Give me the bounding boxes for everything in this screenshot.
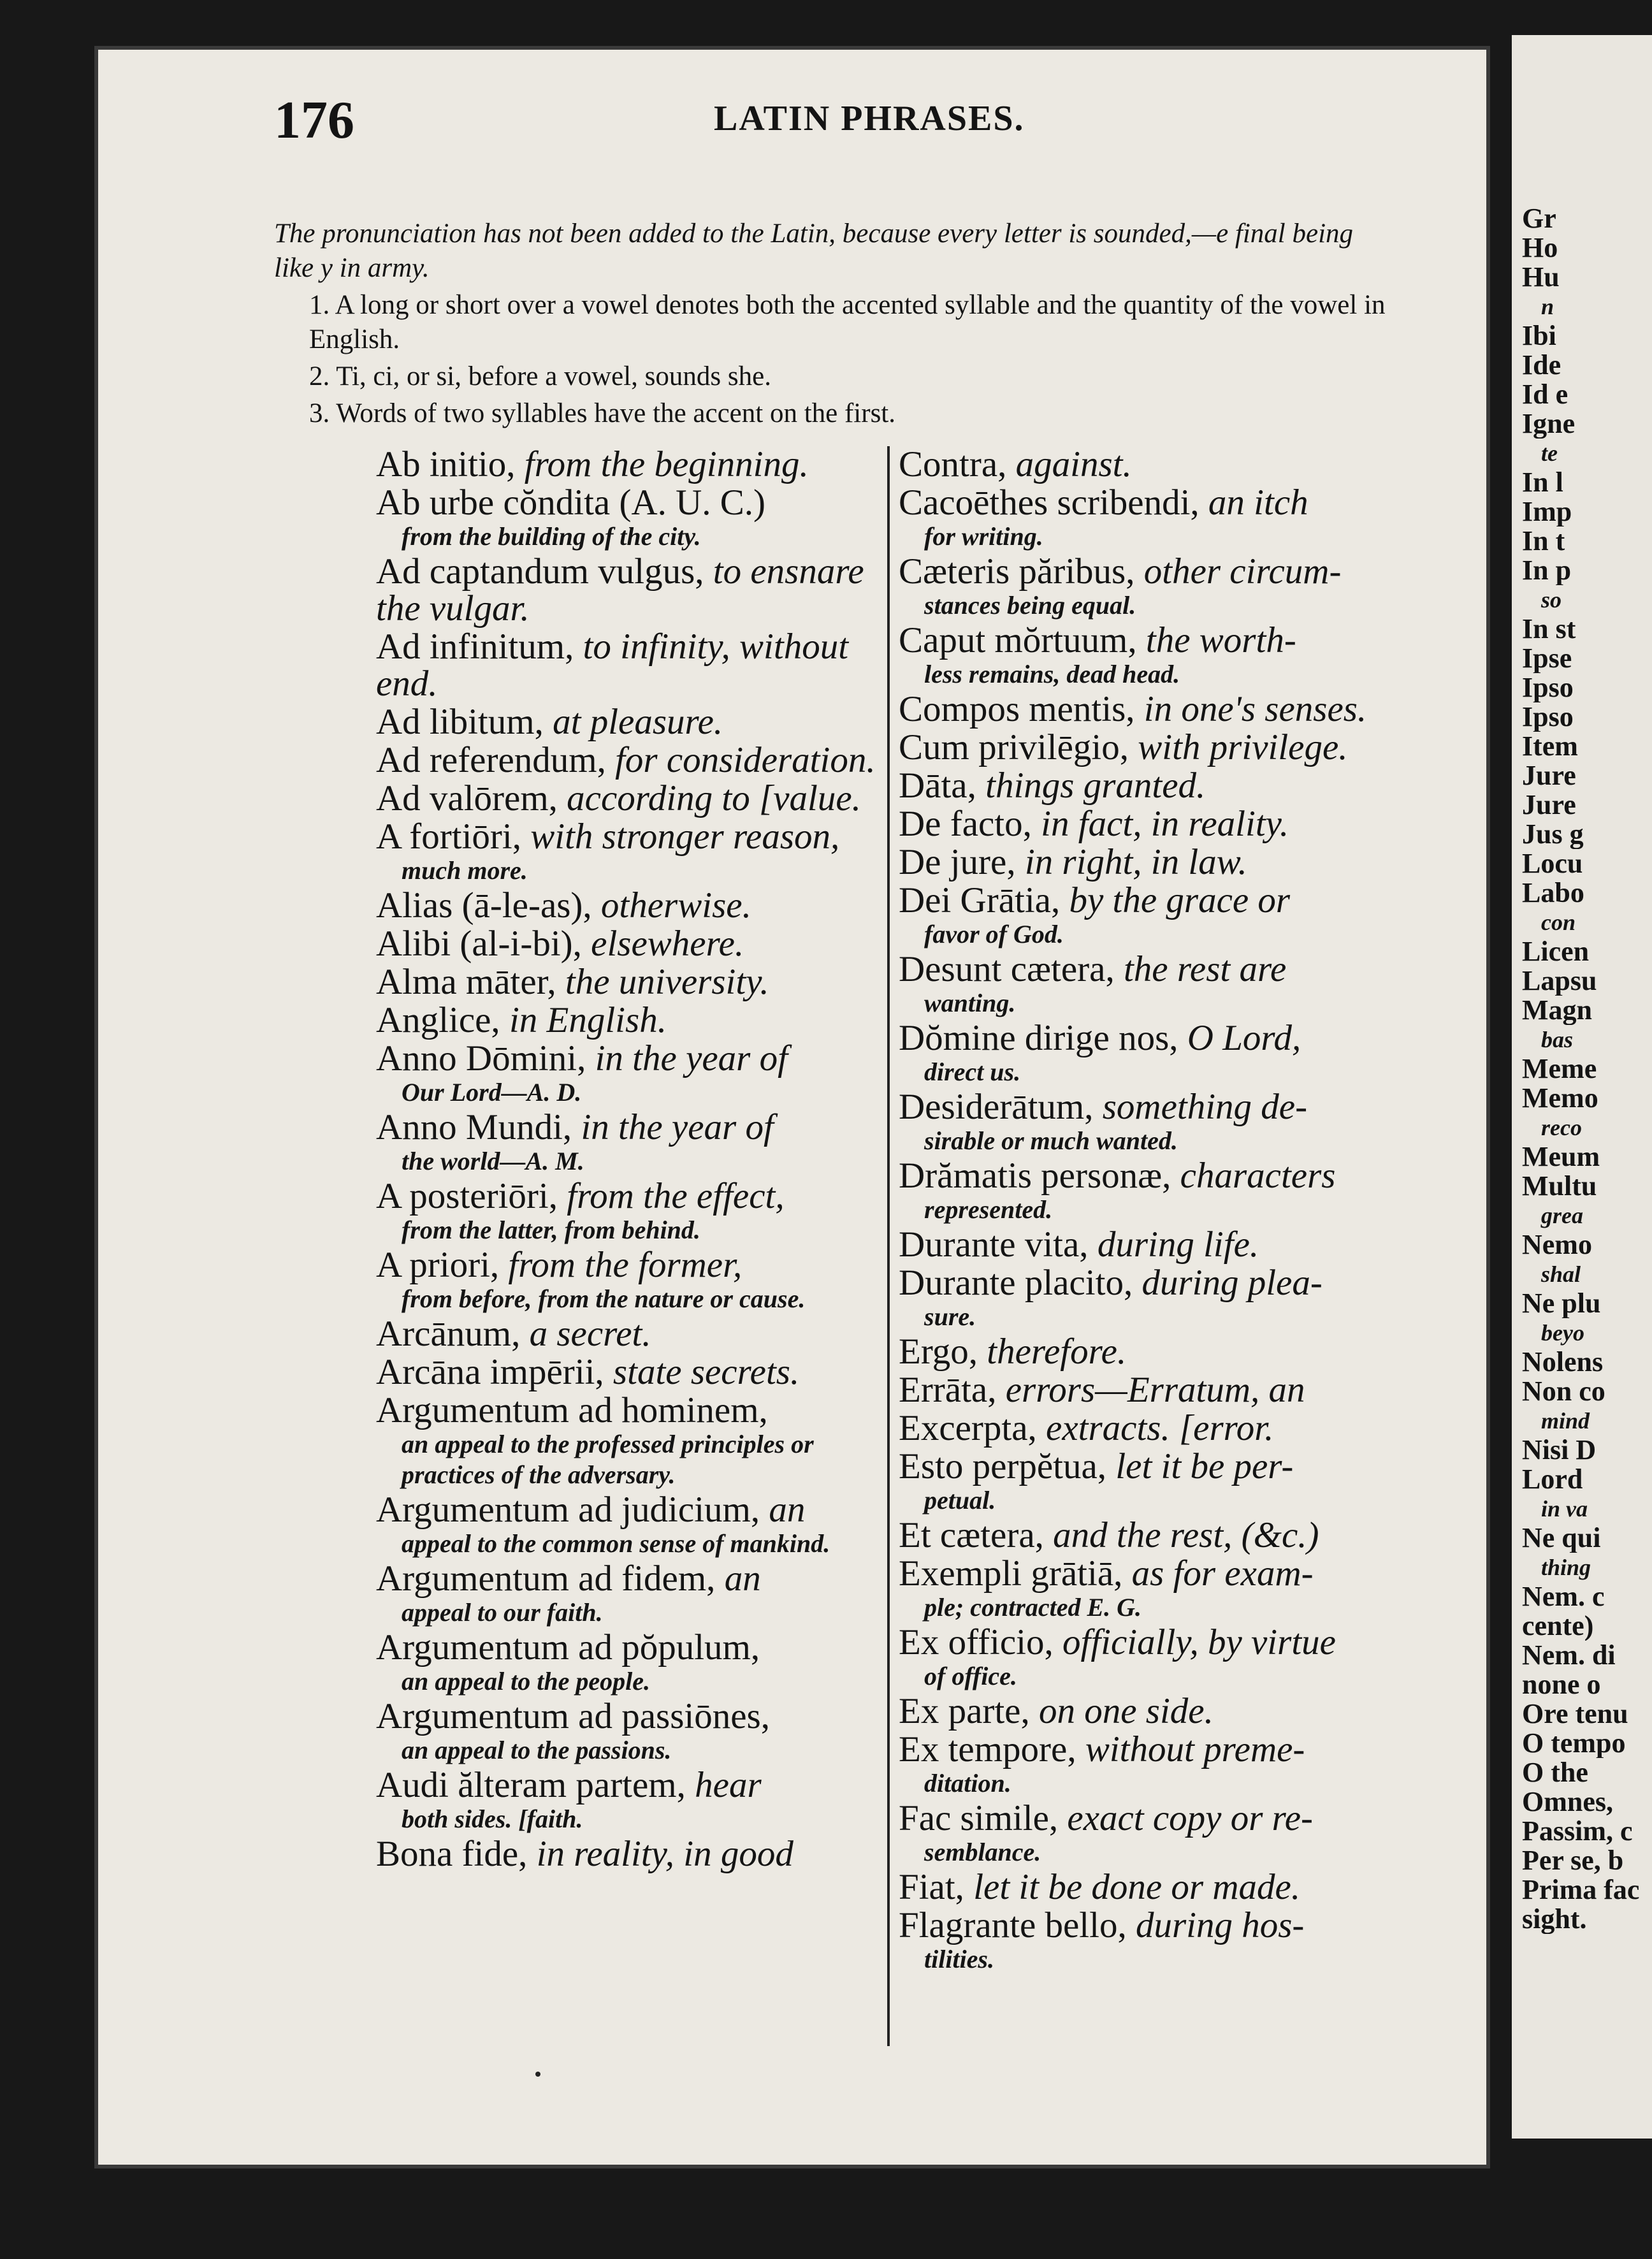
meaning-continuation: from before, from the nature or cause. bbox=[402, 1284, 806, 1313]
facing-page-fragment: Ne qui bbox=[1522, 1523, 1601, 1553]
meaning-continuation: appeal to the common sense of mankind. bbox=[402, 1529, 830, 1558]
latin-term: Argumentum ad passiōnes, bbox=[376, 1696, 770, 1736]
latin-term: Errāta, bbox=[899, 1370, 997, 1410]
latin-term: Esto perpĕtua, bbox=[899, 1446, 1107, 1486]
meaning-continuation: of office. bbox=[924, 1662, 1017, 1690]
facing-page-fragment: Imp bbox=[1522, 497, 1572, 527]
english-meaning: during hos- bbox=[1135, 1905, 1305, 1945]
rule-2: 2. Ti, ci, or si, before a vowel, sounds she. bbox=[309, 361, 771, 391]
facing-page-fragment: Hu bbox=[1522, 263, 1560, 292]
phrase-entry bbox=[899, 844, 1434, 881]
english-meaning: according to [value. bbox=[567, 778, 861, 818]
meaning-continuation: from the latter, from behind. bbox=[402, 1216, 700, 1244]
facing-page-fragment: sight. bbox=[1522, 1905, 1587, 1934]
phrase-entry bbox=[899, 1333, 1434, 1370]
latin-term: Desiderātum, bbox=[899, 1087, 1094, 1127]
facing-page-fragment: shal bbox=[1541, 1261, 1581, 1287]
english-meaning: the rest are bbox=[1123, 949, 1287, 989]
english-meaning: a secret. bbox=[529, 1314, 651, 1354]
english-meaning: officially, by virtue bbox=[1062, 1622, 1336, 1662]
facing-page-fragment: con bbox=[1541, 910, 1576, 935]
english-meaning: to ensnare the vulgar. bbox=[376, 551, 864, 628]
facing-page-fragment: Meum bbox=[1522, 1142, 1600, 1172]
phrase-entry bbox=[899, 1410, 1434, 1447]
facing-page-fragment: Nemo bbox=[1522, 1230, 1592, 1260]
phrase-entry bbox=[376, 1698, 905, 1766]
english-meaning: without preme- bbox=[1085, 1729, 1305, 1769]
english-meaning: by the grace or bbox=[1069, 880, 1291, 920]
latin-term: Ad valōrem, bbox=[376, 778, 558, 818]
facing-page-fragment: mind bbox=[1541, 1408, 1590, 1434]
facing-page-fragment: In st bbox=[1522, 614, 1576, 644]
facing-page-fragment: te bbox=[1541, 440, 1558, 466]
latin-term: De jure, bbox=[899, 842, 1016, 882]
latin-term: Ergo, bbox=[899, 1332, 978, 1372]
latin-term: Et cætera, bbox=[899, 1515, 1044, 1555]
latin-term: Alma māter, bbox=[376, 962, 556, 1002]
meaning-continuation: an appeal to the professed principles or practices of the adversary. bbox=[402, 1430, 814, 1489]
facing-page-fragment: Ho bbox=[1522, 233, 1558, 263]
facing-page-fragment: Jus g bbox=[1522, 820, 1584, 849]
meaning-continuation: less remains, dead head. bbox=[924, 660, 1180, 688]
latin-term: Bona fide, bbox=[376, 1834, 528, 1874]
phrase-entry bbox=[376, 964, 905, 1001]
phrase-entry bbox=[376, 484, 905, 552]
english-meaning: with stronger reason, bbox=[530, 817, 840, 857]
phrase-entry bbox=[376, 1492, 905, 1559]
phrase-entry bbox=[376, 926, 905, 962]
phrase-entry bbox=[899, 1089, 1434, 1156]
phrase-entry bbox=[899, 1731, 1434, 1799]
facing-page-fragment: Prima fac bbox=[1522, 1875, 1640, 1905]
english-meaning: therefore. bbox=[987, 1332, 1127, 1372]
running-title: LATIN PHRASES. bbox=[714, 99, 1025, 138]
phrase-entry bbox=[899, 1020, 1434, 1087]
latin-term: Ad captandum vulgus, bbox=[376, 551, 704, 592]
phrase-entry bbox=[376, 742, 905, 779]
facing-page-fragment: Lord bbox=[1522, 1465, 1583, 1494]
facing-page-fragment: O the bbox=[1522, 1758, 1588, 1787]
phrase-entry bbox=[376, 1836, 905, 1873]
meaning-continuation: appeal to our faith. bbox=[402, 1598, 603, 1627]
latin-term: Arcānum, bbox=[376, 1314, 521, 1354]
facing-page-fragment: grea bbox=[1541, 1203, 1583, 1228]
latin-term: Cacoēthes scribendi, bbox=[899, 483, 1199, 523]
facing-page-fragment: so bbox=[1541, 587, 1562, 613]
facing-page-fragment: cente) bbox=[1522, 1611, 1594, 1641]
page-header bbox=[274, 89, 1351, 166]
phrase-entry bbox=[899, 1800, 1434, 1868]
english-meaning: in the year of bbox=[595, 1038, 788, 1079]
english-meaning: errors—Erratum, an bbox=[1005, 1370, 1305, 1410]
meaning-continuation: for writing. bbox=[924, 522, 1043, 551]
pronunciation-notes bbox=[274, 217, 1396, 431]
phrase-entry bbox=[376, 628, 905, 702]
facing-page-fragment: none o bbox=[1522, 1670, 1601, 1699]
facing-page-fragment: Ore tenu bbox=[1522, 1699, 1628, 1729]
english-meaning: state secrets. bbox=[612, 1352, 800, 1392]
english-meaning: O Lord, bbox=[1187, 1018, 1301, 1058]
facing-page-fragment: Jure bbox=[1522, 790, 1576, 820]
facing-page-fragment: thing bbox=[1541, 1555, 1591, 1580]
latin-term: Argumentum ad judicium, bbox=[376, 1490, 760, 1530]
facing-page-fragment: Id e bbox=[1522, 380, 1569, 409]
english-meaning: the worth- bbox=[1145, 620, 1296, 660]
english-meaning: things granted. bbox=[985, 766, 1206, 806]
english-meaning: extracts. [error. bbox=[1046, 1408, 1274, 1448]
facing-page-fragment: Licen bbox=[1522, 937, 1590, 966]
phrase-entry bbox=[376, 1040, 905, 1108]
facing-page-fragment: Ibi bbox=[1522, 321, 1556, 351]
english-meaning: an bbox=[724, 1558, 761, 1599]
facing-page-fragment: Non co bbox=[1522, 1377, 1605, 1406]
facing-page-fragment: Igne bbox=[1522, 409, 1576, 439]
latin-term: Ad infinitum, bbox=[376, 627, 574, 667]
english-meaning: the university. bbox=[565, 962, 769, 1002]
latin-term: Arcāna impērii, bbox=[376, 1352, 604, 1392]
meaning-continuation: favor of God. bbox=[924, 920, 1064, 948]
latin-term: A fortiōri, bbox=[376, 817, 521, 857]
latin-term: Fac simile, bbox=[899, 1798, 1059, 1838]
latin-term: Dāta, bbox=[899, 766, 976, 806]
latin-term: Cum privilēgio, bbox=[899, 727, 1129, 767]
english-meaning: an bbox=[769, 1490, 806, 1530]
phrase-entry bbox=[899, 1448, 1434, 1516]
latin-term: Excerpta, bbox=[899, 1408, 1037, 1448]
latin-term: Compos mentis, bbox=[899, 689, 1135, 729]
latin-term: Ab initio, bbox=[376, 444, 516, 484]
intro-line: The pronunciation has not been added to the Latin, because every letter is sounded,—e final being like y in army. bbox=[274, 219, 1354, 283]
facing-page-fragment: Per se, b bbox=[1522, 1846, 1624, 1875]
meaning-continuation: from the building of the city. bbox=[402, 522, 701, 551]
latin-term: Argumentum ad hominem, bbox=[376, 1390, 768, 1430]
facing-page-fragment: Ipso bbox=[1522, 702, 1574, 732]
latin-term: Ex officio, bbox=[899, 1622, 1054, 1662]
latin-term: Anno Dōmini, bbox=[376, 1038, 586, 1079]
latin-term: A posteriōri, bbox=[376, 1176, 558, 1216]
english-meaning: and the rest, (&c.) bbox=[1053, 1515, 1319, 1555]
english-meaning: in the year of bbox=[581, 1107, 774, 1147]
english-meaning: as for exam- bbox=[1131, 1553, 1314, 1594]
meaning-continuation: represented. bbox=[924, 1195, 1053, 1224]
english-meaning: from the former, bbox=[508, 1245, 743, 1285]
phrase-entry bbox=[899, 1158, 1434, 1225]
english-meaning: let it be done or made. bbox=[973, 1867, 1301, 1907]
phrase-entry bbox=[376, 1767, 905, 1834]
english-meaning: at pleasure. bbox=[553, 702, 723, 742]
latin-term: Dei Grātia, bbox=[899, 880, 1061, 920]
phrase-entry bbox=[376, 818, 905, 886]
latin-term: Ad referendum, bbox=[376, 740, 606, 780]
phrase-entry bbox=[899, 1226, 1434, 1263]
latin-term: Ad libitum, bbox=[376, 702, 544, 742]
phrase-entry bbox=[376, 780, 905, 817]
latin-term: Contra, bbox=[899, 444, 1007, 484]
meaning-continuation: wanting. bbox=[924, 989, 1016, 1017]
phrase-entry bbox=[899, 1517, 1434, 1554]
latin-term: Argumentum ad fidem, bbox=[376, 1558, 716, 1599]
phrase-entry bbox=[376, 1316, 905, 1353]
facing-page-fragment: Magn bbox=[1522, 996, 1592, 1025]
english-meaning: to infinity, without end. bbox=[376, 627, 849, 704]
phrase-entry bbox=[376, 1560, 905, 1628]
phrase-entry bbox=[899, 882, 1434, 950]
english-meaning: something de- bbox=[1102, 1087, 1308, 1127]
latin-term: Exempli grātiā, bbox=[899, 1553, 1123, 1594]
phrase-entry bbox=[899, 1555, 1434, 1623]
meaning-continuation: both sides. [faith. bbox=[402, 1805, 583, 1833]
phrase-entry bbox=[376, 1002, 905, 1039]
phrase-entry bbox=[899, 553, 1434, 621]
facing-page-fragment: reco bbox=[1541, 1115, 1582, 1140]
facing-page-fragment: Gr bbox=[1522, 204, 1556, 233]
english-meaning: on one side. bbox=[1038, 1691, 1214, 1731]
latin-term: Dŏmine dirige nos, bbox=[899, 1018, 1178, 1058]
facing-page-fragment: in va bbox=[1541, 1496, 1588, 1522]
facing-page-fragment: In p bbox=[1522, 556, 1572, 585]
english-meaning: in English. bbox=[509, 1000, 667, 1040]
latin-term: Cæteris păribus, bbox=[899, 551, 1135, 592]
facing-page-fragment: Memo bbox=[1522, 1084, 1598, 1113]
phrase-entry bbox=[376, 1109, 905, 1177]
meaning-continuation: an appeal to the people. bbox=[402, 1667, 650, 1696]
english-meaning: in fact, in reality. bbox=[1041, 804, 1289, 844]
left-column bbox=[376, 446, 905, 2078]
column-divider bbox=[887, 446, 890, 2046]
facing-page-fragment: In t bbox=[1522, 527, 1565, 556]
facing-page-fragment: Nolens bbox=[1522, 1347, 1604, 1377]
facing-page-fragment: Labo bbox=[1522, 878, 1584, 908]
facing-page-fragment: Meme bbox=[1522, 1054, 1597, 1084]
phrase-entry bbox=[376, 1354, 905, 1391]
latin-term: Caput mŏrtuum, bbox=[899, 620, 1137, 660]
english-meaning: with privilege. bbox=[1138, 727, 1348, 767]
english-meaning: hear bbox=[695, 1765, 762, 1805]
meaning-continuation: stances being equal. bbox=[924, 591, 1136, 620]
meaning-continuation: ple; contracted E. G. bbox=[924, 1593, 1142, 1622]
latin-term: Fiat, bbox=[899, 1867, 964, 1907]
phrase-entry bbox=[899, 1869, 1434, 1906]
facing-page-fragment: Ide bbox=[1522, 351, 1561, 380]
right-column bbox=[899, 446, 1434, 2078]
page-number: 176 bbox=[274, 91, 354, 150]
phrase-entry bbox=[899, 1693, 1434, 1730]
phrase-entry bbox=[899, 691, 1434, 728]
phrase-entry bbox=[376, 553, 905, 627]
phrase-entry bbox=[899, 1372, 1434, 1409]
phrase-entry bbox=[899, 1907, 1434, 1975]
facing-page-fragment: Ne plu bbox=[1522, 1289, 1601, 1318]
facing-page-fragment: bas bbox=[1541, 1027, 1574, 1052]
latin-term: Ex tempore, bbox=[899, 1729, 1076, 1769]
facing-page-fragment: Omnes, bbox=[1522, 1787, 1613, 1817]
facing-page-fragment: Locu bbox=[1522, 849, 1583, 878]
latin-term: Ab urbe cŏndita (A. U. C.) bbox=[376, 483, 766, 523]
facing-page-fragment: Nem. di bbox=[1522, 1641, 1616, 1670]
phrase-entry bbox=[899, 622, 1434, 690]
phrase-entry bbox=[899, 446, 1434, 483]
phrase-entry bbox=[899, 1624, 1434, 1692]
meaning-continuation: much more. bbox=[402, 856, 528, 885]
meaning-continuation: sure. bbox=[924, 1302, 976, 1331]
latin-term: Argumentum ad pŏpulum, bbox=[376, 1627, 760, 1667]
latin-term: Alibi (al-i-bi), bbox=[376, 924, 582, 964]
english-meaning: from the effect, bbox=[567, 1176, 785, 1216]
phrase-entry bbox=[376, 704, 905, 741]
phrase-entry bbox=[899, 484, 1434, 552]
latin-term: Flagrante bello, bbox=[899, 1905, 1127, 1945]
latin-term: Audi ălteram partem, bbox=[376, 1765, 686, 1805]
english-meaning: from the beginning. bbox=[524, 444, 809, 484]
english-meaning: in right, in law. bbox=[1024, 842, 1247, 882]
phrase-entry bbox=[899, 729, 1434, 766]
english-meaning: for consideration. bbox=[615, 740, 876, 780]
facing-page-fragment: Ipse bbox=[1522, 644, 1572, 673]
phrase-entry bbox=[899, 1265, 1434, 1332]
phrase-entry bbox=[376, 1178, 905, 1246]
latin-term: Desunt cætera, bbox=[899, 949, 1115, 989]
phrase-entry bbox=[376, 1247, 905, 1314]
meaning-continuation: semblance. bbox=[924, 1838, 1041, 1866]
english-meaning: exact copy or re- bbox=[1067, 1798, 1314, 1838]
english-meaning: against. bbox=[1015, 444, 1132, 484]
meaning-continuation: tilities. bbox=[924, 1945, 994, 1973]
facing-page-fragment: O tempo bbox=[1522, 1729, 1626, 1758]
rule-3: 3. Words of two syllables have the accent on the first. bbox=[309, 398, 896, 428]
facing-page-fragment: Lapsu bbox=[1522, 966, 1597, 996]
facing-page-fragment: Multu bbox=[1522, 1172, 1597, 1201]
rule-1: 1. A long or short over a vowel denotes both the accented syllable and the quantity of the vowel in English. bbox=[309, 290, 1386, 354]
latin-term: Durante placito, bbox=[899, 1263, 1133, 1303]
facing-page-fragment: Nem. c bbox=[1522, 1582, 1605, 1611]
english-meaning: an itch bbox=[1208, 483, 1308, 523]
meaning-continuation: sirable or much wanted. bbox=[924, 1126, 1178, 1155]
meaning-continuation: Our Lord—A. D. bbox=[402, 1078, 582, 1107]
phrase-entry bbox=[376, 446, 905, 483]
latin-term: De facto, bbox=[899, 804, 1032, 844]
english-meaning: during life. bbox=[1097, 1224, 1259, 1265]
facing-page-fragment: Jure bbox=[1522, 761, 1576, 790]
meaning-continuation: petual. bbox=[924, 1486, 996, 1514]
meaning-continuation: an appeal to the passions. bbox=[402, 1736, 672, 1764]
latin-term: Drămatis personæ, bbox=[899, 1156, 1171, 1196]
meaning-continuation: the world—A. M. bbox=[402, 1147, 584, 1175]
facing-page-fragment: In l bbox=[1522, 468, 1563, 497]
phrase-entry bbox=[899, 767, 1434, 804]
phrase-entry bbox=[376, 1629, 905, 1697]
phrase-entry bbox=[899, 806, 1434, 843]
english-meaning: during plea- bbox=[1141, 1263, 1322, 1303]
facing-page-fragment: Nisi D bbox=[1522, 1435, 1597, 1465]
phrase-entry bbox=[376, 1392, 905, 1490]
page-dot bbox=[535, 2072, 540, 2077]
facing-page-fragment: beyo bbox=[1541, 1320, 1584, 1346]
meaning-continuation: direct us. bbox=[924, 1057, 1021, 1086]
latin-term: Alias (ā-le-as), bbox=[376, 885, 592, 926]
english-meaning: characters bbox=[1180, 1156, 1336, 1196]
facing-page-fragment: Ipso bbox=[1522, 673, 1574, 702]
english-meaning: in one's senses. bbox=[1143, 689, 1367, 729]
facing-page-fragment: n bbox=[1541, 294, 1554, 319]
english-meaning: otherwise. bbox=[600, 885, 751, 926]
english-meaning: let it be per- bbox=[1115, 1446, 1294, 1486]
latin-term: A priori, bbox=[376, 1245, 500, 1285]
meaning-continuation: ditation. bbox=[924, 1769, 1011, 1798]
facing-page-fragment: Item bbox=[1522, 732, 1578, 761]
latin-term: Anglice, bbox=[376, 1000, 500, 1040]
english-meaning: in reality, in good bbox=[536, 1834, 793, 1874]
latin-term: Ex parte, bbox=[899, 1691, 1030, 1731]
facing-page-fragment: Passim, c bbox=[1522, 1817, 1633, 1846]
english-meaning: other circum- bbox=[1143, 551, 1342, 592]
latin-term: Anno Mundi, bbox=[376, 1107, 572, 1147]
english-meaning: elsewhere. bbox=[591, 924, 744, 964]
latin-term: Durante vita, bbox=[899, 1224, 1089, 1265]
phrase-entry bbox=[899, 951, 1434, 1019]
phrase-entry bbox=[376, 887, 905, 924]
facing-page-column bbox=[1522, 204, 1649, 1934]
